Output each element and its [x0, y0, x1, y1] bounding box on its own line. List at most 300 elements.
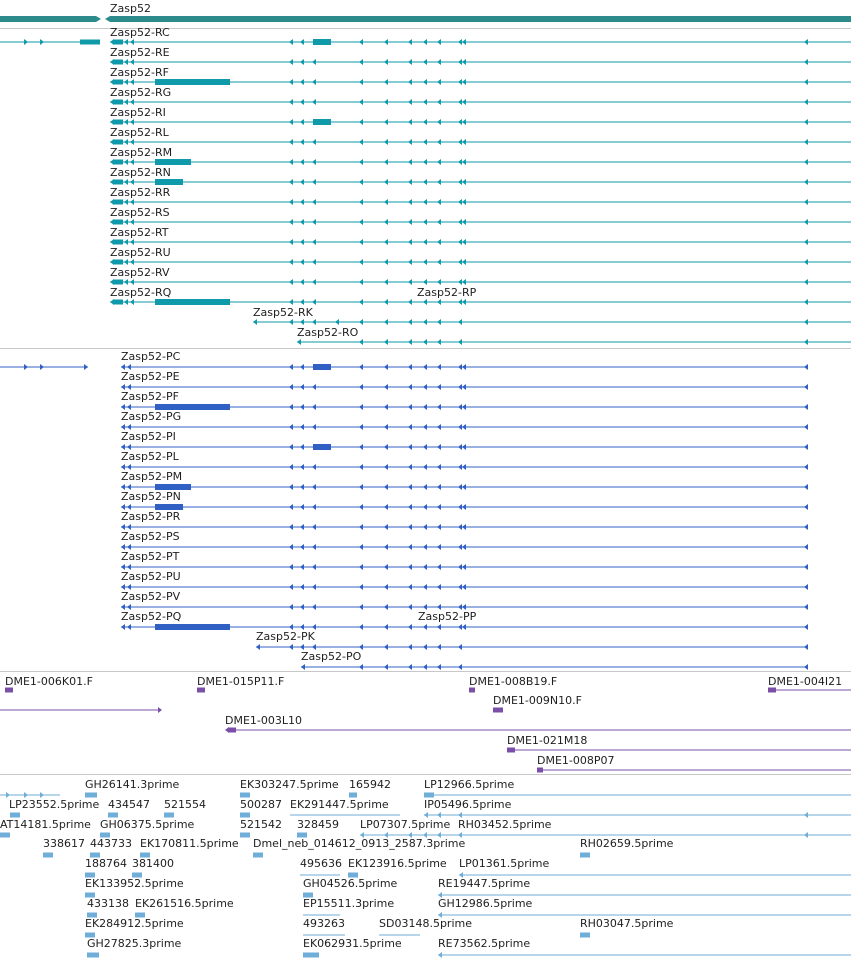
exon-arrow-left [458, 404, 462, 410]
est-block [87, 953, 99, 958]
est-block [303, 893, 313, 898]
clone-label[interactable]: DME1-004I21 [768, 675, 843, 688]
est-block [240, 833, 250, 838]
exon-arrow-left [359, 444, 363, 450]
exon-arrow-left [300, 464, 304, 470]
est-label[interactable]: GH12986.5prime [438, 897, 533, 910]
est-label[interactable]: LP01361.5prime [459, 857, 550, 870]
exon-block [155, 624, 230, 630]
exon-arrow-left [437, 524, 441, 530]
est-label[interactable]: GH04526.5prime [303, 877, 398, 890]
exon-arrow-left [312, 384, 316, 390]
est-block [108, 813, 118, 818]
clone-label[interactable]: DME1-006K01.F [5, 675, 93, 688]
exon-arrow-left [437, 119, 441, 125]
exon-arrow-left [423, 339, 427, 345]
exon-arrow-left [289, 159, 293, 165]
exon-arrow-left [458, 139, 462, 145]
exon-arrow-left [423, 384, 427, 390]
exon-arrow-left [804, 504, 808, 510]
exon-arrow-left [462, 299, 466, 305]
exon-arrow-left [804, 364, 808, 370]
exon-block [113, 240, 123, 245]
exon-arrow-left [312, 319, 316, 325]
exon-arrow-left [359, 504, 363, 510]
transcript-label[interactable]: Zasp52-RF [110, 66, 169, 79]
est-label[interactable]: LP23552.5prime [9, 798, 100, 811]
exon-arrow-left [127, 504, 131, 510]
exon-arrow-left [300, 424, 304, 430]
exon-arrow-left [804, 464, 808, 470]
transcript-label[interactable]: Zasp52-RG [110, 86, 172, 99]
protein-label[interactable]: Zasp52-PC [121, 350, 181, 363]
exon-arrow-left [804, 404, 808, 410]
exon-arrow-left [384, 624, 388, 630]
exon-arrow-left [289, 39, 293, 45]
exon-arrow-left [458, 524, 462, 530]
exon-arrow-left [408, 644, 412, 650]
est-block [10, 813, 20, 818]
exon-arrow-left [804, 832, 808, 838]
exon-arrow-left [289, 504, 293, 510]
exon-arrow-left [127, 624, 131, 630]
est-label[interactable]: LP12966.5prime [424, 778, 515, 791]
est-label[interactable]: EK062931.5prime [303, 937, 402, 950]
exon-arrow-left [408, 159, 412, 165]
est-label[interactable]: RH03452.5prime [458, 818, 552, 831]
exon-arrow-left [335, 319, 339, 325]
exon-arrow-left [437, 139, 441, 145]
exon-arrow-left [462, 444, 466, 450]
exon-arrow-left [458, 319, 462, 325]
exon-arrow-left [458, 364, 462, 370]
exon-arrow-left [130, 99, 134, 105]
exon-arrow-left [289, 404, 293, 410]
exon-arrow-left [462, 604, 466, 610]
exon-block [313, 39, 331, 45]
est-label[interactable]: LP07307.5prime [360, 818, 451, 831]
protein-label[interactable]: Zasp52-PR [121, 510, 181, 523]
exon-block [113, 300, 123, 305]
exon-arrow-left [458, 99, 462, 105]
transcript-label[interactable]: Zasp52-RP [417, 286, 477, 299]
exon-arrow-left [408, 139, 412, 145]
protein-label[interactable]: Zasp52-PG [121, 410, 182, 423]
exon-block [113, 140, 123, 145]
exon-arrow-left [423, 99, 427, 105]
exon-arrow-left [804, 259, 808, 265]
exon-arrow-left [408, 504, 412, 510]
exon-arrow-left [437, 544, 441, 550]
exon-arrow-left [804, 484, 808, 490]
exon-arrow-left [437, 299, 441, 305]
exon-arrow-left [300, 39, 304, 45]
exon-arrow-left [458, 179, 462, 185]
exon-arrow-left [423, 564, 427, 570]
exon-arrow-left [408, 524, 412, 530]
exon-arrow-left [359, 484, 363, 490]
gene-label[interactable]: Zasp52 [110, 2, 151, 15]
est-label[interactable]: 521554 [164, 798, 206, 811]
exon-arrow-left [253, 319, 257, 325]
exon-arrow-left [408, 179, 412, 185]
est-label[interactable]: RH03047.5prime [580, 917, 674, 930]
transcript-label[interactable]: Zasp52-RQ [110, 286, 172, 299]
est-label[interactable]: 493263 [303, 917, 345, 930]
exon-arrow-left [130, 59, 134, 65]
est-block [240, 793, 250, 798]
exon-arrow-left [408, 59, 412, 65]
exon-arrow-left [359, 319, 363, 325]
est-block [348, 873, 358, 878]
exon-arrow-left [300, 179, 304, 185]
exon-arrow-left [130, 119, 134, 125]
exon-arrow-left [408, 259, 412, 265]
transcript-label[interactable]: Zasp52-RL [110, 126, 169, 139]
exon-arrow-right [40, 364, 44, 370]
transcript-label[interactable]: Zasp52-RU [110, 246, 171, 259]
est-label[interactable]: IP05496.5prime [424, 798, 512, 811]
exon-arrow-left [312, 159, 316, 165]
exon-arrow-left [289, 584, 293, 590]
est-block [349, 793, 357, 798]
exon-block [80, 40, 100, 45]
protein-label[interactable]: Zasp52-PS [121, 530, 180, 543]
exon-arrow-left [289, 199, 293, 205]
exon-arrow-left [312, 404, 316, 410]
exon-arrow-left [312, 259, 316, 265]
exon-arrow-left [459, 872, 463, 878]
exon-arrow-left [458, 279, 462, 285]
exon-arrow-left [437, 339, 441, 345]
exon-arrow-left [289, 484, 293, 490]
protein-label[interactable]: Zasp52-PK [256, 630, 315, 643]
exon-arrow-left [312, 544, 316, 550]
exon-arrow-left [384, 119, 388, 125]
exon-arrow-left [289, 99, 293, 105]
exon-arrow-left [384, 319, 388, 325]
exon-arrow-left [312, 424, 316, 430]
exon-arrow-left [804, 544, 808, 550]
exon-arrow-left [312, 239, 316, 245]
est-label[interactable]: RE19447.5prime [438, 877, 531, 890]
exon-arrow-left [462, 564, 466, 570]
clone-label[interactable]: DME1-009N10.F [493, 694, 582, 707]
exon-arrow-left [458, 464, 462, 470]
exon-arrow-right [40, 792, 44, 798]
exon-arrow-left [423, 199, 427, 205]
exon-arrow-left [438, 952, 442, 958]
exon-arrow-left [423, 39, 427, 45]
exon-arrow-left [423, 119, 427, 125]
est-label[interactable]: EK284912.5prime [85, 917, 184, 930]
exon-arrow-left [384, 139, 388, 145]
exon-arrow-left [384, 179, 388, 185]
est-label[interactable]: EK303247.5prime [240, 778, 339, 791]
exon-arrow-left [127, 364, 131, 370]
exon-arrow-left [300, 259, 304, 265]
exon-arrow-left [462, 584, 466, 590]
exon-arrow-left [384, 339, 388, 345]
exon-arrow-left [437, 424, 441, 430]
protein-label[interactable]: Zasp52-PU [121, 570, 181, 583]
exon-arrow-left [127, 464, 131, 470]
est-label[interactable]: 165942 [349, 778, 391, 791]
exon-arrow-left [312, 199, 316, 205]
est-label[interactable]: EP15511.3prime [303, 897, 395, 910]
exon-arrow-left [408, 444, 412, 450]
transcript-label[interactable]: Zasp52-RS [110, 206, 170, 219]
exon-block [155, 504, 183, 510]
exon-arrow-left [437, 179, 441, 185]
exon-arrow-left [437, 812, 441, 818]
protein-label[interactable]: Zasp52-PN [121, 490, 181, 503]
exon-arrow-left [423, 159, 427, 165]
exon-arrow-left [437, 604, 441, 610]
exon-arrow-left [124, 239, 128, 245]
est-block [90, 853, 100, 858]
est-label[interactable]: 338617 [43, 837, 85, 850]
clone-block [768, 688, 776, 693]
exon-arrow-left [300, 59, 304, 65]
exon-arrow-left [121, 464, 125, 470]
exon-arrow-left [462, 279, 466, 285]
est-label[interactable]: SD03148.5prime [379, 917, 472, 930]
protein-label[interactable]: Zasp52-PP [418, 610, 477, 623]
exon-arrow-left [437, 644, 441, 650]
exon-arrow-left [300, 644, 304, 650]
exon-arrow-left [408, 484, 412, 490]
est-label[interactable]: 381400 [132, 857, 174, 870]
est-label[interactable]: EK133952.5prime [85, 877, 184, 890]
exon-arrow-left [408, 464, 412, 470]
exon-arrow-left [458, 384, 462, 390]
exon-arrow-left [437, 279, 441, 285]
exon-arrow-left [408, 339, 412, 345]
exon-arrow-left [458, 259, 462, 265]
est-label[interactable]: RH02659.5prime [580, 837, 674, 850]
clone-label[interactable]: DME1-008B19.F [469, 675, 558, 688]
exon-arrow-left [458, 199, 462, 205]
exon-arrow-left [124, 279, 128, 285]
exon-arrow-left [130, 139, 134, 145]
exon-arrow-left [423, 484, 427, 490]
exon-arrow-right [24, 792, 28, 798]
exon-arrow-left [462, 159, 466, 165]
protein-label[interactable]: Zasp52-PQ [121, 610, 182, 623]
gene-bar-left [0, 16, 101, 22]
exon-arrow-left [437, 239, 441, 245]
exon-arrow-left [127, 404, 131, 410]
exon-arrow-left [408, 79, 412, 85]
exon-arrow-left [300, 524, 304, 530]
transcript-label[interactable]: Zasp52-RM [110, 146, 173, 159]
exon-arrow-left [384, 564, 388, 570]
exon-arrow-left [437, 259, 441, 265]
est-label[interactable]: Dmel_neb_014612_0913_2587.3prime [253, 837, 466, 850]
exon-arrow-left [289, 364, 293, 370]
est-label[interactable]: 443733 [90, 837, 132, 850]
exon-arrow-left [423, 504, 427, 510]
exon-arrow-left [423, 444, 427, 450]
exon-arrow-left [384, 444, 388, 450]
est-label[interactable]: EK261516.5prime [135, 897, 234, 910]
exon-arrow-left [289, 564, 293, 570]
exon-arrow-left [300, 199, 304, 205]
exon-arrow-left [300, 139, 304, 145]
exon-arrow-left [121, 624, 125, 630]
exon-arrow-left [300, 564, 304, 570]
clone-block [493, 708, 503, 713]
exon-arrow-left [437, 159, 441, 165]
exon-block [113, 280, 123, 285]
exon-arrow-left [359, 39, 363, 45]
exon-arrow-left [384, 159, 388, 165]
est-label[interactable]: 500287 [240, 798, 282, 811]
protein-label[interactable]: Zasp52-PI [121, 430, 176, 443]
exon-arrow-left [462, 219, 466, 225]
exon-arrow-left [458, 79, 462, 85]
est-label[interactable]: 188764 [85, 857, 127, 870]
exon-arrow-left [300, 364, 304, 370]
exon-arrow-left [359, 544, 363, 550]
exon-arrow-left [384, 199, 388, 205]
transcript-label[interactable]: Zasp52-RR [110, 186, 171, 199]
exon-block [113, 100, 123, 105]
exon-arrow-left [804, 299, 808, 305]
exon-arrow-left [289, 259, 293, 265]
exon-arrow-left [438, 912, 442, 918]
est-label[interactable]: 434547 [108, 798, 150, 811]
transcript-label[interactable]: Zasp52-RI [110, 106, 166, 119]
exon-arrow-left [458, 664, 462, 670]
protein-label[interactable]: Zasp52-PL [121, 450, 179, 463]
exon-arrow-left [256, 644, 260, 650]
est-label[interactable]: GH26141.3prime [85, 778, 180, 791]
est-block [164, 813, 174, 818]
est-label[interactable]: GH27825.3prime [87, 937, 182, 950]
est-label[interactable]: 495636 [300, 857, 342, 870]
est-block [580, 853, 590, 858]
exon-arrow-left [458, 564, 462, 570]
exon-arrow-left [300, 99, 304, 105]
exon-arrow-left [437, 564, 441, 570]
clone-label[interactable]: DME1-021M18 [507, 734, 588, 747]
est-label[interactable]: RE73562.5prime [438, 937, 531, 950]
exon-arrow-left [301, 664, 305, 670]
protein-label[interactable]: Zasp52-PF [121, 390, 179, 403]
exon-arrow-left [300, 299, 304, 305]
transcript-label[interactable]: Zasp52-RV [110, 266, 170, 279]
exon-arrow-left [462, 39, 466, 45]
est-label[interactable]: EK123916.5prime [348, 857, 447, 870]
transcript-label[interactable]: Zasp52-RN [110, 166, 171, 179]
exon-arrow-left [384, 384, 388, 390]
protein-label[interactable]: Zasp52-PV [121, 590, 181, 603]
exon-arrow-left [384, 404, 388, 410]
exon-arrow-left [804, 59, 808, 65]
protein-label[interactable]: Zasp52-PM [121, 470, 183, 483]
exon-arrow-left [804, 179, 808, 185]
est-label[interactable]: EK170811.5prime [140, 837, 239, 850]
transcript-label[interactable]: Zasp52-RO [297, 326, 359, 339]
exon-arrow-left [384, 644, 388, 650]
exon-arrow-left [462, 624, 466, 630]
exon-arrow-left [458, 424, 462, 430]
exon-arrow-left [384, 524, 388, 530]
exon-arrow-left [384, 584, 388, 590]
est-label[interactable]: 328459 [297, 818, 339, 831]
protein-label[interactable]: Zasp52-PE [121, 370, 180, 383]
exon-arrow-left [408, 584, 412, 590]
exon-arrow-left [804, 664, 808, 670]
exon-block [155, 179, 183, 185]
exon-arrow-left [423, 524, 427, 530]
exon-arrow-left [384, 544, 388, 550]
transcript-label[interactable]: Zasp52-RC [110, 26, 170, 39]
exon-arrow-left [458, 159, 462, 165]
exon-arrow-left [384, 664, 388, 670]
exon-block [313, 119, 331, 125]
exon-arrow-left [312, 624, 316, 630]
exon-arrow-left [289, 79, 293, 85]
exon-arrow-left [359, 524, 363, 530]
exon-arrow-left [312, 59, 316, 65]
exon-arrow-left [359, 464, 363, 470]
clone-label[interactable]: DME1-015P11.F [197, 675, 285, 688]
exon-arrow-left [458, 484, 462, 490]
protein-label[interactable]: Zasp52-PO [301, 650, 362, 663]
exon-arrow-left [437, 504, 441, 510]
exon-arrow-left [437, 364, 441, 370]
exon-arrow-left [804, 584, 808, 590]
exon-arrow-left [127, 524, 131, 530]
transcript-label[interactable]: Zasp52-RT [110, 226, 169, 239]
exon-arrow-left [804, 279, 808, 285]
est-label[interactable]: 433138 [87, 897, 129, 910]
transcript-label[interactable]: Zasp52-RE [110, 46, 170, 59]
clone-label[interactable]: DME1-003L10 [225, 714, 302, 727]
exon-arrow-right [84, 364, 88, 370]
exon-arrow-left [437, 59, 441, 65]
est-block [140, 853, 150, 858]
est-label[interactable]: AT14181.5prime [0, 818, 91, 831]
est-label[interactable]: 521542 [240, 818, 282, 831]
exon-arrow-left [300, 239, 304, 245]
exon-arrow-left [359, 159, 363, 165]
exon-arrow-left [408, 199, 412, 205]
protein-label[interactable]: Zasp52-PT [121, 550, 180, 563]
exon-arrow-left [804, 199, 808, 205]
est-block [43, 853, 53, 858]
exon-arrow-left [300, 219, 304, 225]
est-label[interactable]: EK291447.5prime [290, 798, 389, 811]
exon-arrow-left [437, 832, 441, 838]
transcript-label[interactable]: Zasp52-RK [253, 306, 313, 319]
est-block [85, 793, 97, 798]
exon-arrow-left [289, 464, 293, 470]
est-block [135, 913, 145, 918]
exon-arrow-right [40, 39, 44, 45]
exon-arrow-left [408, 364, 412, 370]
exon-arrow-left [458, 584, 462, 590]
exon-block [313, 364, 331, 370]
est-block [424, 793, 434, 798]
exon-arrow-left [127, 544, 131, 550]
exon-arrow-left [289, 384, 293, 390]
clone-label[interactable]: DME1-008P07 [537, 754, 615, 767]
est-label[interactable]: GH06375.5prime [100, 818, 195, 831]
